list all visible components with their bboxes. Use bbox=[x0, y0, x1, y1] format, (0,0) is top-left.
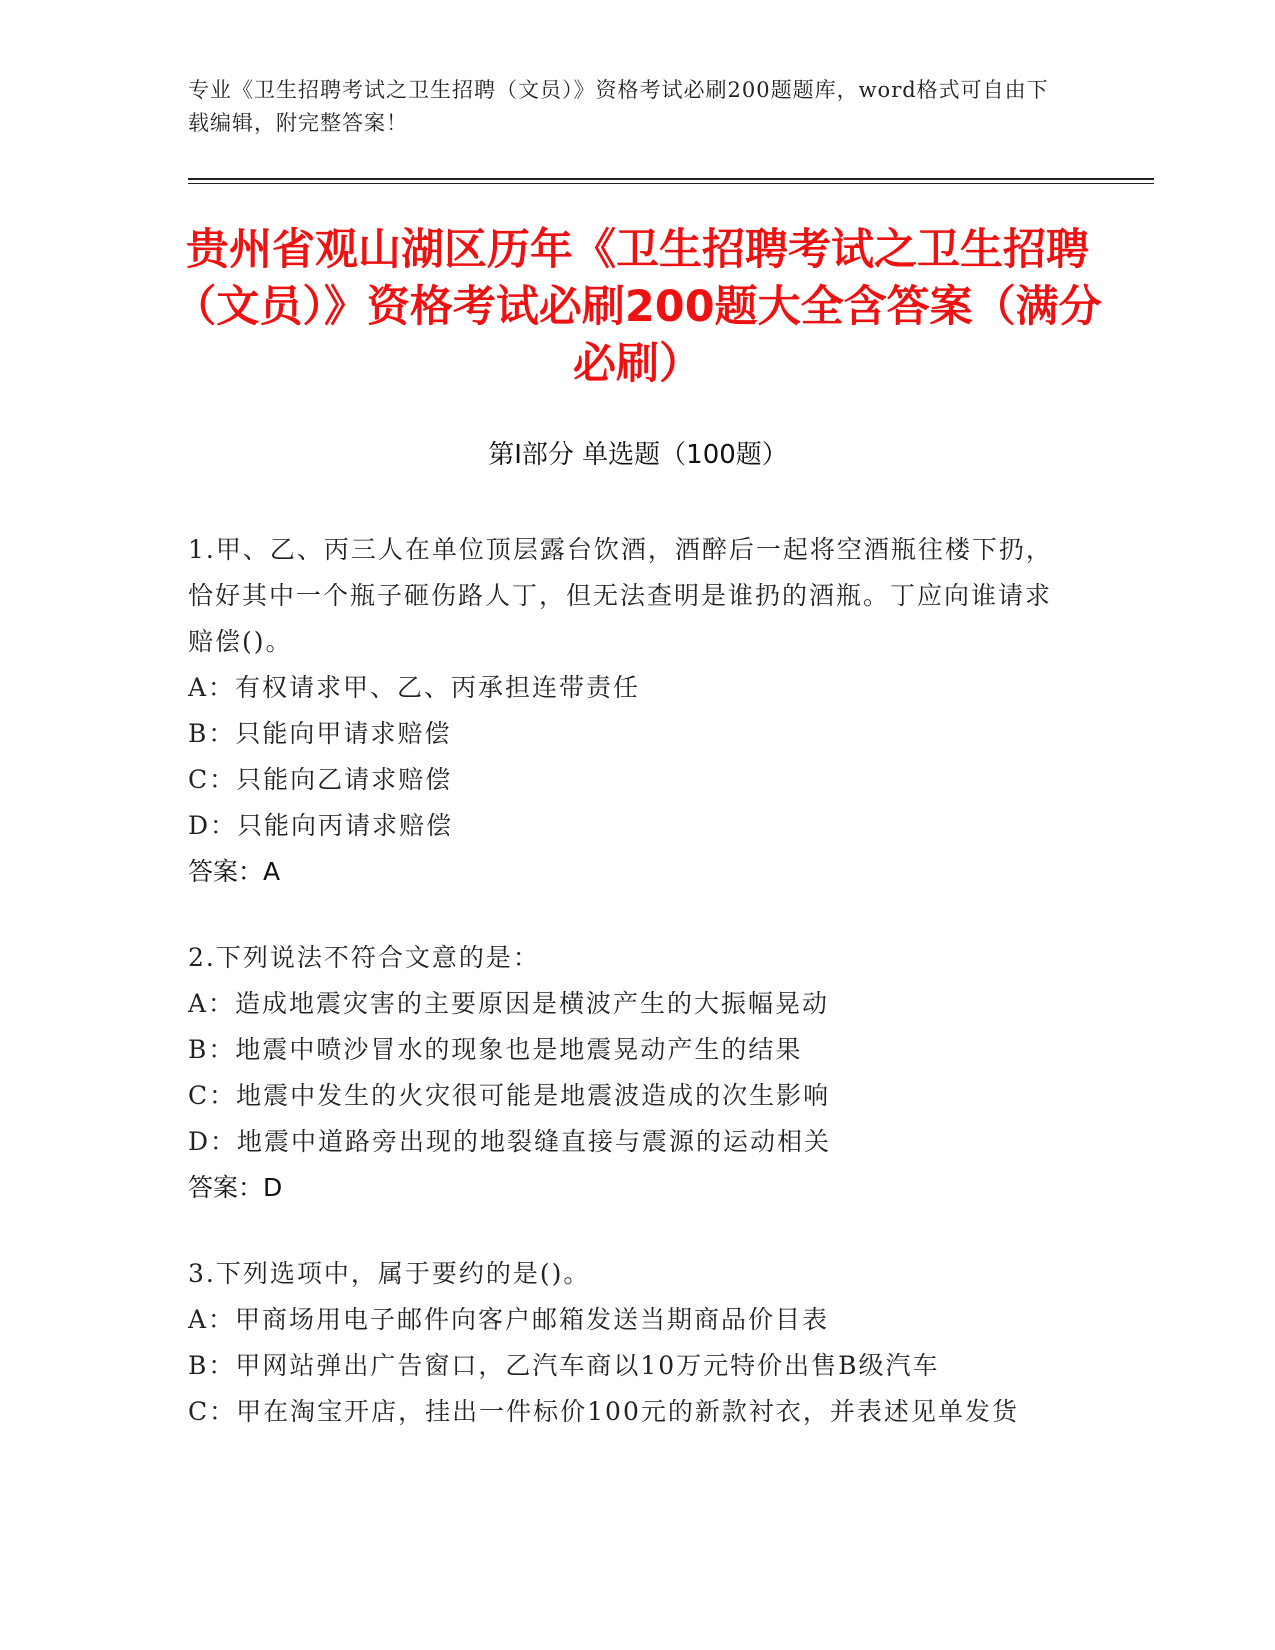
option-b: B：甲网站弹出广告窗口，乙汽车商以10万元特价出售B级汽车 bbox=[188, 1351, 940, 1380]
option-d: D：只能向丙请求赔偿 bbox=[188, 811, 454, 840]
option-c: C：甲在淘宝开店，挂出一件标价100元的新款衬衣，并表述见单发货 bbox=[188, 1397, 1019, 1426]
question-1 bbox=[188, 527, 1068, 895]
question-2 bbox=[188, 935, 1068, 1211]
answer-line: 答案：A bbox=[188, 857, 281, 886]
option-a: A：有权请求甲、乙、丙承担连带责任 bbox=[188, 673, 641, 702]
document-title: 贵州省观山湖区历年《卫生招聘考试之卫生招聘（文员）》资格考试必刷200题大全含答案（满分必刷） bbox=[173, 225, 1102, 389]
question-stem: 1.甲、乙、丙三人在单位顶层露台饮酒，酒醉后一起将空酒瓶往楼下扔，恰好其中一个瓶子砸伤路人丁，但无法查明是谁扔的酒瓶。丁应向谁请求赔偿()。 bbox=[188, 535, 1053, 656]
section-heading: 第I部分 单选题（100题） bbox=[488, 440, 788, 470]
option-b: B：只能向甲请求赔偿 bbox=[188, 719, 452, 748]
question-stem: 3.下列选项中，属于要约的是()。 bbox=[188, 1259, 591, 1288]
question-list bbox=[188, 527, 1068, 1475]
option-c: C：只能向乙请求赔偿 bbox=[188, 765, 453, 794]
option-a: A：造成地震灾害的主要原因是横波产生的大振幅晃动 bbox=[188, 989, 830, 1018]
option-c: C：地震中发生的火灾很可能是地震波造成的次生影响 bbox=[188, 1081, 831, 1110]
header-rule-thin bbox=[188, 183, 1154, 184]
question-stem: 2.下列说法不符合文意的是： bbox=[188, 943, 540, 972]
answer-line: 答案：D bbox=[188, 1173, 283, 1202]
option-a: A：甲商场用电子邮件向客户邮箱发送当期商品价目表 bbox=[188, 1305, 830, 1334]
option-b: B：地震中喷沙冒水的现象也是地震晃动产生的结果 bbox=[188, 1035, 803, 1064]
header-rule-thick bbox=[188, 178, 1154, 180]
option-d: D：地震中道路旁出现的地裂缝直接与震源的运动相关 bbox=[188, 1127, 832, 1156]
header-note: 专业《卫生招聘考试之卫生招聘（文员）》资格考试必刷200题题库，word格式可自由下载编辑，附完整答案！ bbox=[188, 78, 1049, 135]
question-3 bbox=[188, 1251, 1068, 1435]
